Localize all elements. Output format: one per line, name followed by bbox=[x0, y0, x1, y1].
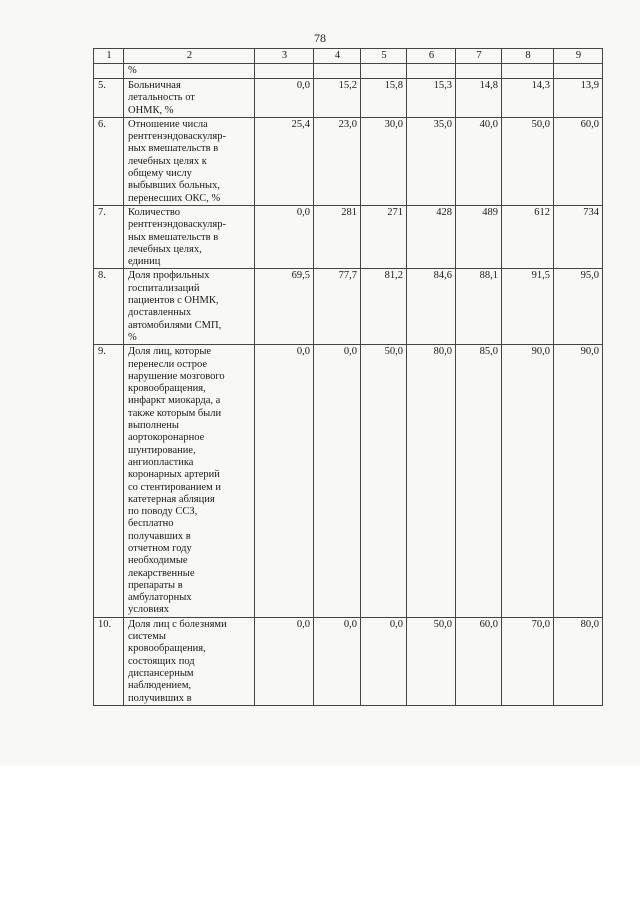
indicator-name-line: выполнены bbox=[128, 420, 179, 432]
value-cell: 35,0 bbox=[407, 117, 456, 205]
indicator-name-line: Отношение числа bbox=[128, 118, 208, 130]
indicator-name-line: получавших в bbox=[128, 530, 191, 542]
indicator-name-line: пациентов с ОНМК, bbox=[128, 295, 219, 307]
indicator-table bbox=[93, 48, 603, 706]
indicator-name-line: Количество bbox=[128, 206, 181, 218]
indicator-name-line: % bbox=[128, 331, 137, 343]
indicator-name-line: Больничная bbox=[128, 80, 181, 91]
value-cell: 70,0 bbox=[502, 617, 554, 705]
indicator-name bbox=[124, 617, 255, 705]
value-cell: 734 bbox=[554, 205, 603, 268]
table-row bbox=[94, 345, 603, 618]
indicator-name-line: ангиопластика bbox=[128, 456, 194, 468]
value-cell: 84,6 bbox=[407, 269, 456, 345]
value-cell: 271 bbox=[361, 205, 407, 268]
row-number: 8. bbox=[94, 269, 124, 345]
indicator-name-line: отчетном году bbox=[128, 542, 192, 554]
column-header: 2 bbox=[124, 49, 255, 64]
table-row bbox=[94, 117, 603, 205]
value-cell: 15,3 bbox=[407, 79, 456, 118]
indicator-name-line: препараты в bbox=[128, 579, 183, 591]
indicator-name-line: коронарных артерий bbox=[128, 469, 220, 481]
indicator-name-line: ных вмешательств в bbox=[128, 143, 219, 155]
indicator-name bbox=[124, 345, 255, 618]
header-row bbox=[94, 49, 603, 64]
value-cell: 95,0 bbox=[554, 269, 603, 345]
indicator-name-line: перенесших ОКС, % bbox=[128, 192, 221, 204]
value-cell: 0,0 bbox=[255, 79, 314, 118]
indicator-name-line: ОНМК, % bbox=[128, 104, 174, 116]
table-row bbox=[94, 205, 603, 268]
column-header: 3 bbox=[255, 49, 314, 64]
indicator-name-line: доставленных bbox=[128, 307, 192, 319]
indicator-name-line: рентгенэндоваскуляр- bbox=[128, 219, 226, 231]
column-header: 8 bbox=[502, 49, 554, 64]
row-number: 6. bbox=[94, 117, 124, 205]
value-cell: 90,0 bbox=[554, 345, 603, 618]
continuation-unit: % bbox=[124, 64, 255, 79]
indicator-name-line: автомобилями СМП, bbox=[128, 319, 222, 331]
value-cell: 489 bbox=[456, 205, 502, 268]
indicator-name bbox=[124, 205, 255, 268]
value-cell: 428 bbox=[407, 205, 456, 268]
indicator-name-line: нарушение мозгового bbox=[128, 370, 225, 382]
row-number: 10. bbox=[94, 617, 124, 705]
indicator-name-line: общему числу bbox=[128, 168, 192, 180]
value-cell: 80,0 bbox=[407, 345, 456, 618]
indicator-name-line: состоящих под bbox=[128, 655, 195, 667]
indicator-name-line: катетерная абляция bbox=[128, 493, 215, 505]
indicator-name-line: рентгенэндоваскуляр- bbox=[128, 131, 226, 143]
value-cell: 0,0 bbox=[255, 345, 314, 618]
indicator-name-line: также которым были bbox=[128, 407, 222, 419]
indicator-name-line: кровообращения, bbox=[128, 383, 206, 395]
table-row bbox=[94, 617, 603, 705]
indicator-name-line: госпитализаций bbox=[128, 282, 200, 294]
value-cell: 50,0 bbox=[502, 117, 554, 205]
column-header: 1 bbox=[94, 49, 124, 64]
value-cell: 60,0 bbox=[554, 117, 603, 205]
value-cell: 90,0 bbox=[502, 345, 554, 618]
indicator-name-line: лечебных целях к bbox=[128, 155, 207, 167]
indicator-name-line: шунтирование, bbox=[128, 444, 196, 456]
continuation-row bbox=[94, 64, 603, 79]
indicator-name-line: лечебных целях, bbox=[128, 243, 202, 255]
indicator-name-line: Доля профильных bbox=[128, 270, 210, 282]
indicator-name-line: наблюдением, bbox=[128, 680, 192, 692]
indicator-name-line: по поводу ССЗ, bbox=[128, 506, 198, 518]
row-number: 7. bbox=[94, 205, 124, 268]
page-number: 78 bbox=[314, 31, 326, 45]
column-header: 7 bbox=[456, 49, 502, 64]
indicator-name-line: системы bbox=[128, 631, 166, 643]
value-cell: 0,0 bbox=[255, 617, 314, 705]
indicator-name-line: со стентированием и bbox=[128, 481, 222, 493]
value-cell: 0,0 bbox=[314, 617, 361, 705]
value-cell: 91,5 bbox=[502, 269, 554, 345]
indicator-name-line: получивших в bbox=[128, 692, 192, 704]
indicator-name-line: Доля лиц, которые bbox=[128, 346, 212, 358]
value-cell: 69,5 bbox=[255, 269, 314, 345]
value-cell: 15,8 bbox=[361, 79, 407, 118]
column-header: 9 bbox=[554, 49, 603, 64]
indicator-name-line: необходимые bbox=[128, 555, 188, 567]
indicator-name-line: аортокоронарное bbox=[128, 432, 205, 444]
indicator-name-line: летальность от bbox=[128, 92, 195, 104]
column-header: 6 bbox=[407, 49, 456, 64]
indicator-name bbox=[124, 269, 255, 345]
indicator-name-line: кровообращения, bbox=[128, 643, 206, 655]
value-cell: 0,0 bbox=[255, 205, 314, 268]
value-cell: 15,2 bbox=[314, 79, 361, 118]
indicator-name-line: амбулаторных bbox=[128, 592, 192, 604]
row-number: 5. bbox=[94, 79, 124, 118]
value-cell: 60,0 bbox=[456, 617, 502, 705]
value-cell: 88,1 bbox=[456, 269, 502, 345]
value-cell: 40,0 bbox=[456, 117, 502, 205]
indicator-name-line: Доля лиц с болезнями bbox=[128, 618, 227, 630]
table-row bbox=[94, 269, 603, 345]
value-cell: 14,3 bbox=[502, 79, 554, 118]
value-cell: 30,0 bbox=[361, 117, 407, 205]
indicator-name-line: лекарственные bbox=[128, 567, 195, 579]
indicator-name-line: единиц bbox=[128, 256, 161, 268]
value-cell: 85,0 bbox=[456, 345, 502, 618]
value-cell: 77,7 bbox=[314, 269, 361, 345]
column-header: 5 bbox=[361, 49, 407, 64]
value-cell: 612 bbox=[502, 205, 554, 268]
value-cell: 50,0 bbox=[361, 345, 407, 618]
indicator-name-line: бесплатно bbox=[128, 518, 174, 530]
value-cell: 81,2 bbox=[361, 269, 407, 345]
value-cell: 25,4 bbox=[255, 117, 314, 205]
indicator-name-line: выбывших больных, bbox=[128, 180, 220, 192]
value-cell: 0,0 bbox=[361, 617, 407, 705]
value-cell: 80,0 bbox=[554, 617, 603, 705]
column-header: 4 bbox=[314, 49, 361, 64]
indicator-name-line: условиях bbox=[128, 604, 170, 616]
value-cell: 13,9 bbox=[554, 79, 603, 118]
value-cell: 14,8 bbox=[456, 79, 502, 118]
table-row bbox=[94, 79, 603, 118]
value-cell: 50,0 bbox=[407, 617, 456, 705]
indicator-name bbox=[124, 79, 255, 118]
indicator-name-line: перенесли острое bbox=[128, 358, 208, 370]
indicator-name-line: инфаркт миокарда, а bbox=[128, 395, 221, 407]
indicator-name-line: диспансерным bbox=[128, 667, 194, 679]
value-cell: 0,0 bbox=[314, 345, 361, 618]
row-number: 9. bbox=[94, 345, 124, 618]
value-cell: 23,0 bbox=[314, 117, 361, 205]
indicator-name bbox=[124, 117, 255, 205]
indicator-name-line: ных вмешательств в bbox=[128, 231, 219, 243]
value-cell: 281 bbox=[314, 205, 361, 268]
